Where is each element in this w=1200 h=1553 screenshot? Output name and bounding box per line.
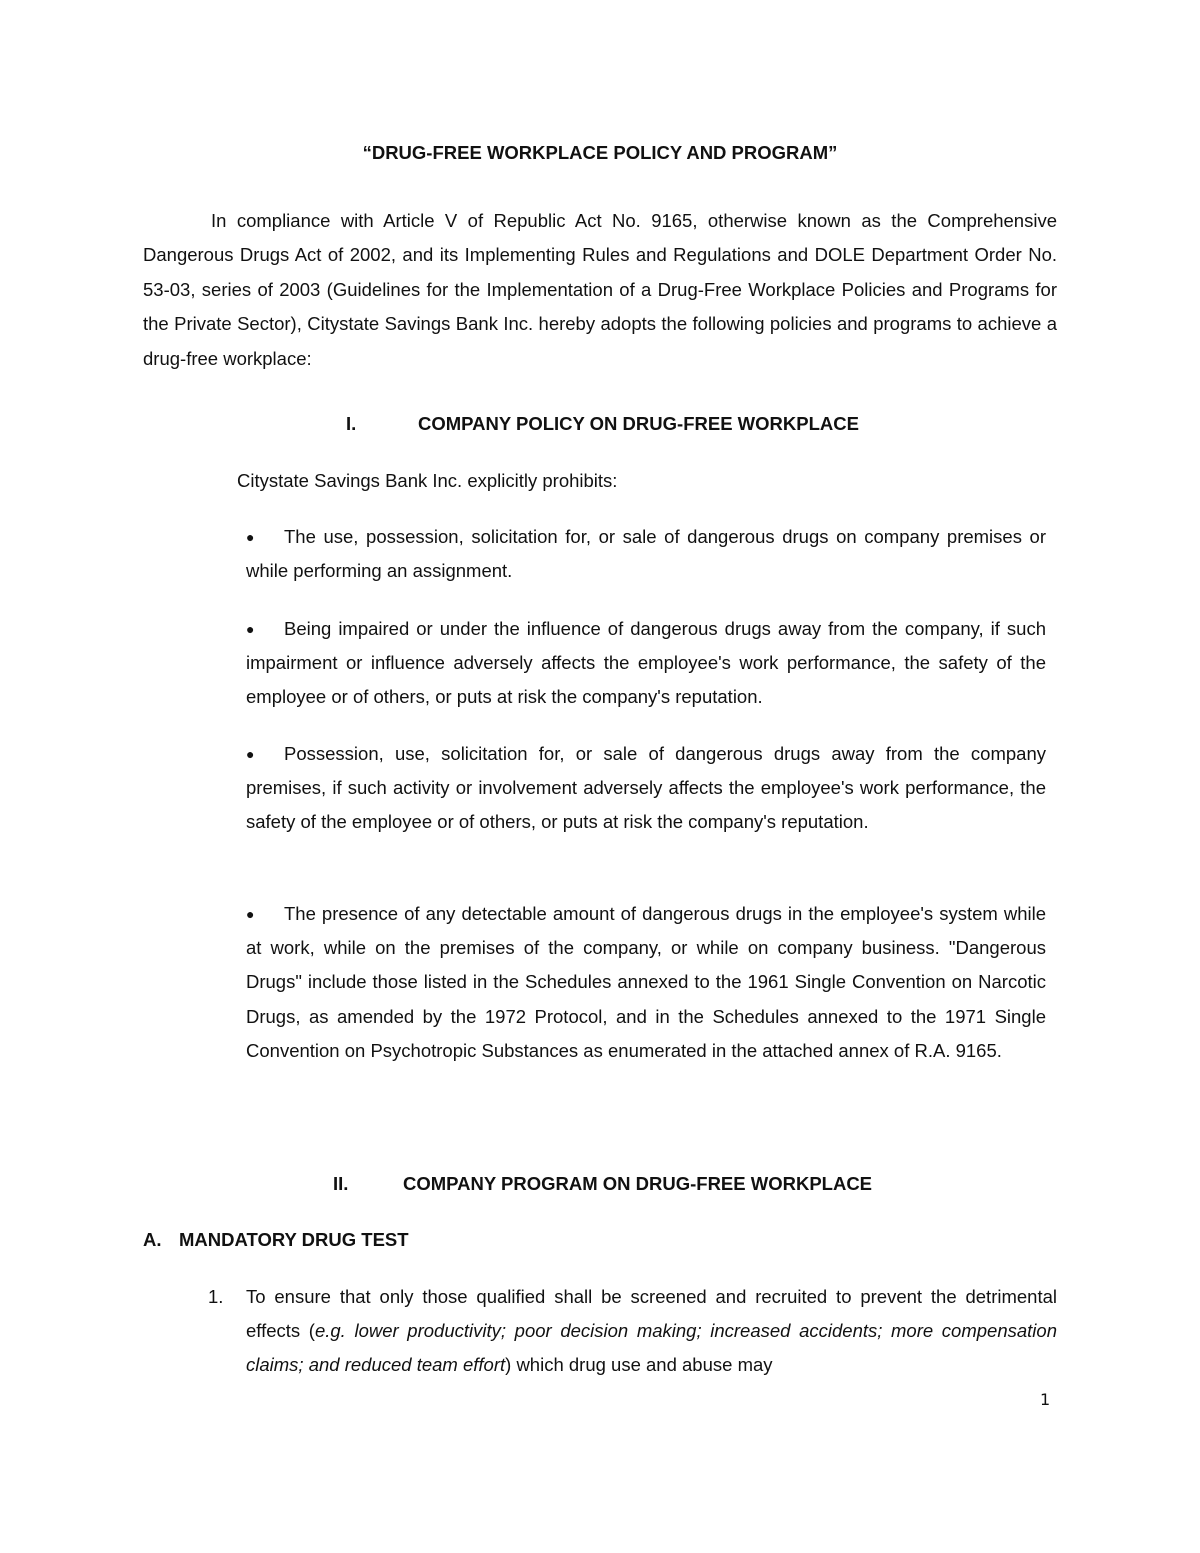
document-title: “DRUG-FREE WORKPLACE POLICY AND PROGRAM”: [362, 142, 838, 163]
bullet-text: Possession, use, solicitation for, or sale of dangerous drugs away from the company premises, if such activity or involvement adversely affects the employee's work performance, the safety of the employee or of others, or puts at risk the company's reputation.: [246, 743, 1046, 833]
section-1-lead: Citystate Savings Bank Inc. explicitly prohibits:: [237, 470, 618, 491]
item-text-italic: e.g. lower productivity; poor decision making; increased accidents; more compensation claims; and reduced team effort: [246, 1320, 1057, 1376]
item-text-start: To ensure that only those qualified shall be screened and recruited to prevent the detrimental effects (: [246, 1286, 1057, 1342]
numbered-item-1: [208, 1280, 1057, 1383]
bullet-text: The use, possession, solicitation for, or sale of dangerous drugs on company premises or while performing an assignment.: [246, 526, 1046, 582]
bullet-text: The presence of any detectable amount of dangerous drugs in the employee's system while at work, while on the premises of the company, or while on company business. "Dangerous Drugs" include those listed in the Schedules annexed to the 1961 Single Convention on Narcotic Drugs, as amended by the 1972 Protocol, and in the Schedules annexed to the 1971 Single Convention on Psychotropic Substances as enumerated in the attached annex of R.A. 9165.: [246, 903, 1046, 1061]
section-1-title: COMPANY POLICY ON DRUG-FREE WORKPLACE: [418, 413, 859, 434]
bullet-item-2: [246, 612, 1046, 715]
bullet-item-1: [246, 520, 1046, 588]
bullet-icon: ●: [246, 746, 255, 762]
bullet-icon: ●: [246, 906, 255, 922]
item-text-end: ) which drug use and abuse may: [505, 1354, 773, 1376]
subsection-a-title: MANDATORY DRUG TEST: [179, 1229, 409, 1250]
subsection-a-letter: A.: [143, 1229, 162, 1250]
intro-paragraph: In compliance with Article V of Republic Act No. 9165, otherwise known as the Comprehensive Dangerous Drugs Act of 2002, and its Implementing Rules and Regulations and DOLE Department Order No. 53-03, series of 2003 (Guidelines for the Implementation of a Drug-Free Workplace Policies and Programs for the Private Sector), Citystate Savings Bank Inc. hereby adopts the following policies and programs to achieve a drug-free workplace:: [143, 210, 1057, 369]
section-2-number: II.: [333, 1173, 349, 1194]
page-number: 1: [1040, 1390, 1051, 1409]
bullet-text: Being impaired or under the influence of dangerous drugs away from the company, if such impairment or influence adversely affects the employee's work performance, the safety of the employee or of others, or puts at risk the company's reputation.: [246, 618, 1046, 708]
section-2-title: COMPANY PROGRAM ON DRUG-FREE WORKPLACE: [403, 1173, 873, 1194]
bullet-item-3: [246, 737, 1046, 840]
section-1-number: I.: [346, 413, 357, 434]
bullet-icon: ●: [246, 529, 255, 545]
bullet-icon: ●: [246, 621, 255, 637]
item-number: 1.: [208, 1286, 224, 1307]
bullet-item-4: [246, 897, 1046, 1068]
